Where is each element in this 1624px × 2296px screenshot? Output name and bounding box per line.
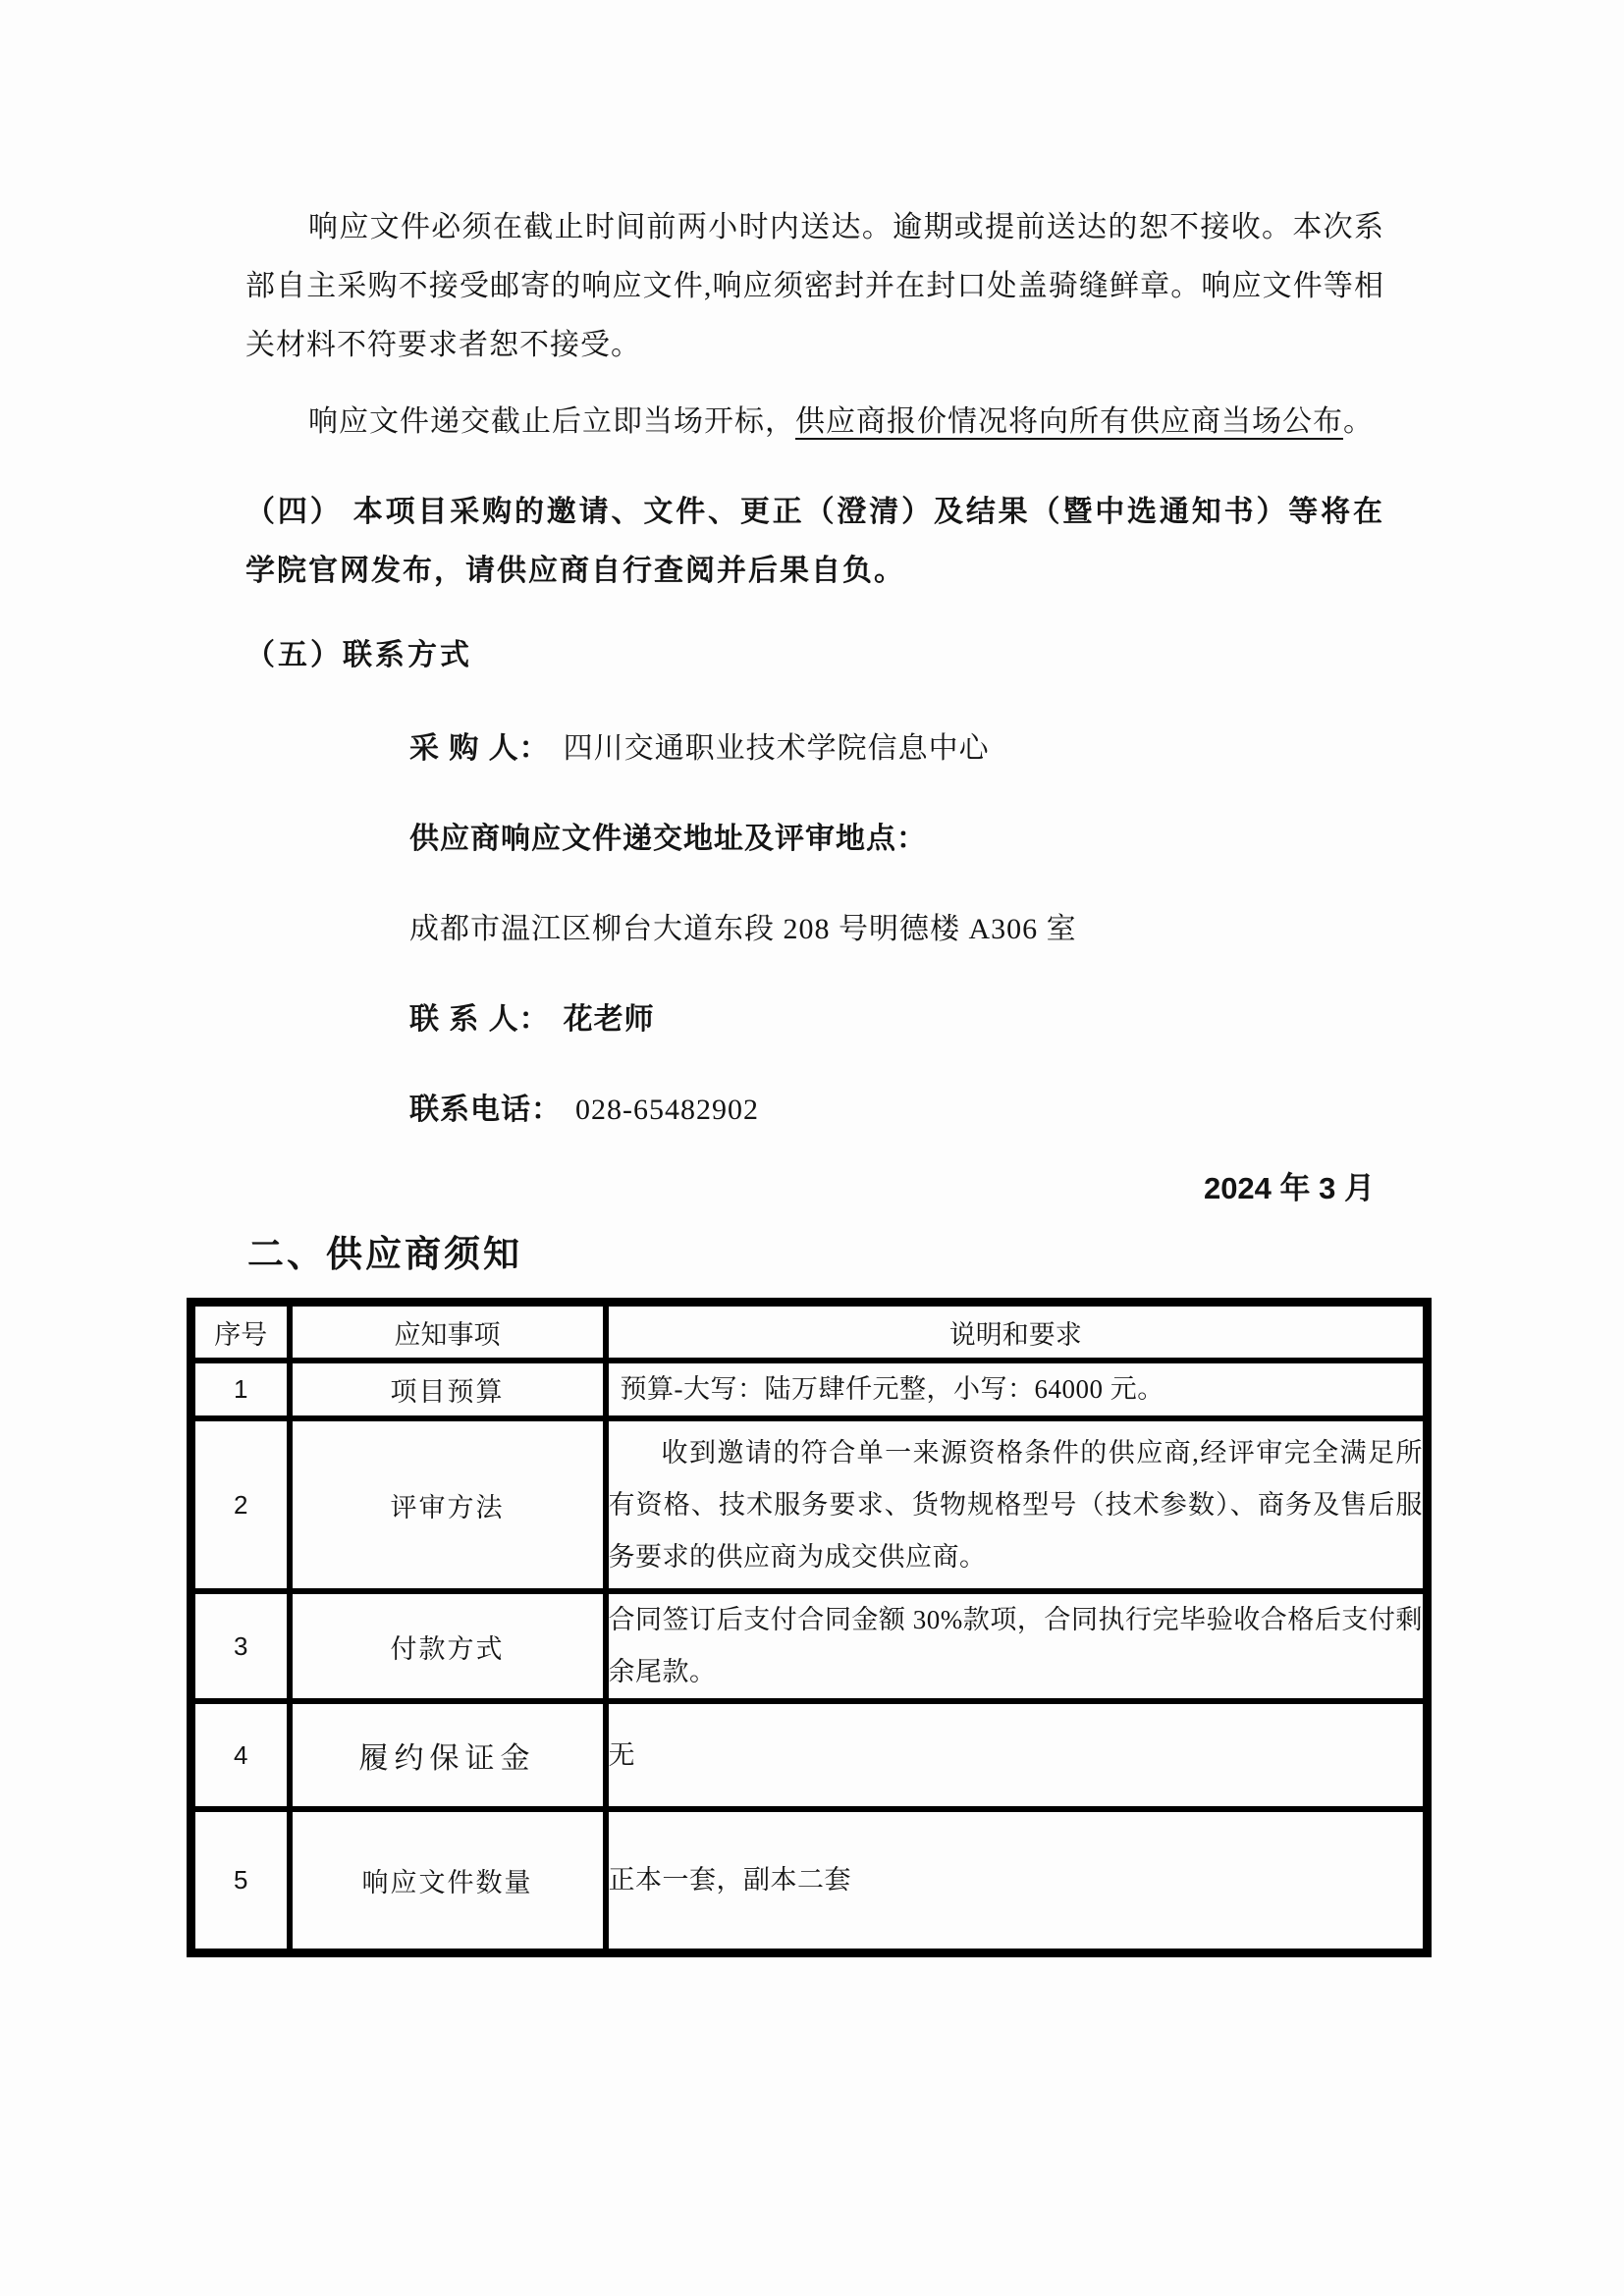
cell-item: 响应文件数量 (290, 1809, 606, 1952)
section-4-publication-notice: （四） 本项目采购的邀请、文件、更正（澄清）及结果（暨中选通知书）等将在学院官网发布，请供应商自行查阅并后果自负。 (245, 496, 1384, 587)
bid-opening-period: 。 (1343, 405, 1374, 438)
table-row (191, 1418, 1428, 1591)
cell-desc: 预算-大写：陆万肆仟元整，小写：64000 元。 (606, 1361, 1428, 1418)
cell-item: 评审方法 (290, 1418, 606, 1591)
submission-address-value: 成都市温江区柳台大道东段 208 号明德楼 A306 室 (409, 913, 1077, 945)
header-requirements: 说明和要求 (606, 1303, 1428, 1362)
paragraph-bid-opening (245, 393, 1384, 452)
header-seq: 序号 (191, 1303, 290, 1362)
cell-seq: 1 (191, 1361, 290, 1418)
table-row (191, 1701, 1428, 1809)
section-2-heading: 二、供应商须知 (247, 1234, 522, 1274)
supplier-notice-table (187, 1298, 1432, 1957)
cell-seq: 3 (191, 1591, 290, 1701)
buyer-label: 采 购 人： (409, 732, 550, 765)
cell-desc: 正本一套，副本二套 (606, 1809, 1428, 1952)
cell-item: 付款方式 (290, 1591, 606, 1701)
cell-desc: 合同签订后支付合同金额 30%款项，合同执行完毕验收合格后支付剩余尾款。 (606, 1591, 1428, 1701)
cell-item: 项目预算 (290, 1361, 606, 1418)
cell-seq: 4 (191, 1701, 290, 1809)
contact-person-value: 花老师 (563, 1003, 655, 1036)
table-row (191, 1361, 1428, 1418)
phone-line (409, 1081, 1384, 1140)
table-header-row (191, 1303, 1428, 1362)
bid-opening-text: 响应文件递交截止后立即当场开标， (308, 405, 795, 438)
table-row (191, 1809, 1428, 1952)
buyer-value: 四川交通职业技术学院信息中心 (563, 732, 990, 765)
table-row (191, 1591, 1428, 1701)
phone-label: 联系电话： (409, 1094, 562, 1126)
bid-opening-underlined-clause: 供应商报价情况将向所有供应商当场公布 (795, 405, 1343, 438)
paragraph-delivery-rules: 响应文件必须在截止时间前两小时内送达。逾期或提前送达的恕不接收。本次系部自主采购不接受邮寄的响应文件,响应须密封并在封口处盖骑缝鲜章。响应文件等相关材料不符要求者恕不接受。 (245, 211, 1384, 361)
contact-person-label: 联 系 人： (409, 1003, 550, 1036)
cell-seq: 5 (191, 1809, 290, 1952)
document-date: 2024 年 3 月 (1203, 1171, 1375, 1205)
cell-desc: 收到邀请的符合单一来源资格条件的供应商,经评审完全满足所有资格、技术服务要求、货物规格型号（技术参数）、商务及售后服务要求的供应商为成交供应商。 (606, 1418, 1428, 1591)
cell-item: 履约保证金 (290, 1701, 606, 1809)
cell-seq: 2 (191, 1418, 290, 1591)
phone-value: 028-65482902 (575, 1094, 759, 1126)
submission-address-heading: 供应商响应文件递交地址及评审地点： (409, 823, 927, 855)
contact-person-line (409, 990, 1384, 1049)
cell-desc: 无 (606, 1701, 1428, 1809)
buyer-line (409, 720, 1384, 778)
section-5-contact-heading: （五）联系方式 (245, 639, 472, 671)
header-item: 应知事项 (290, 1303, 606, 1362)
contact-block (409, 720, 1384, 1140)
